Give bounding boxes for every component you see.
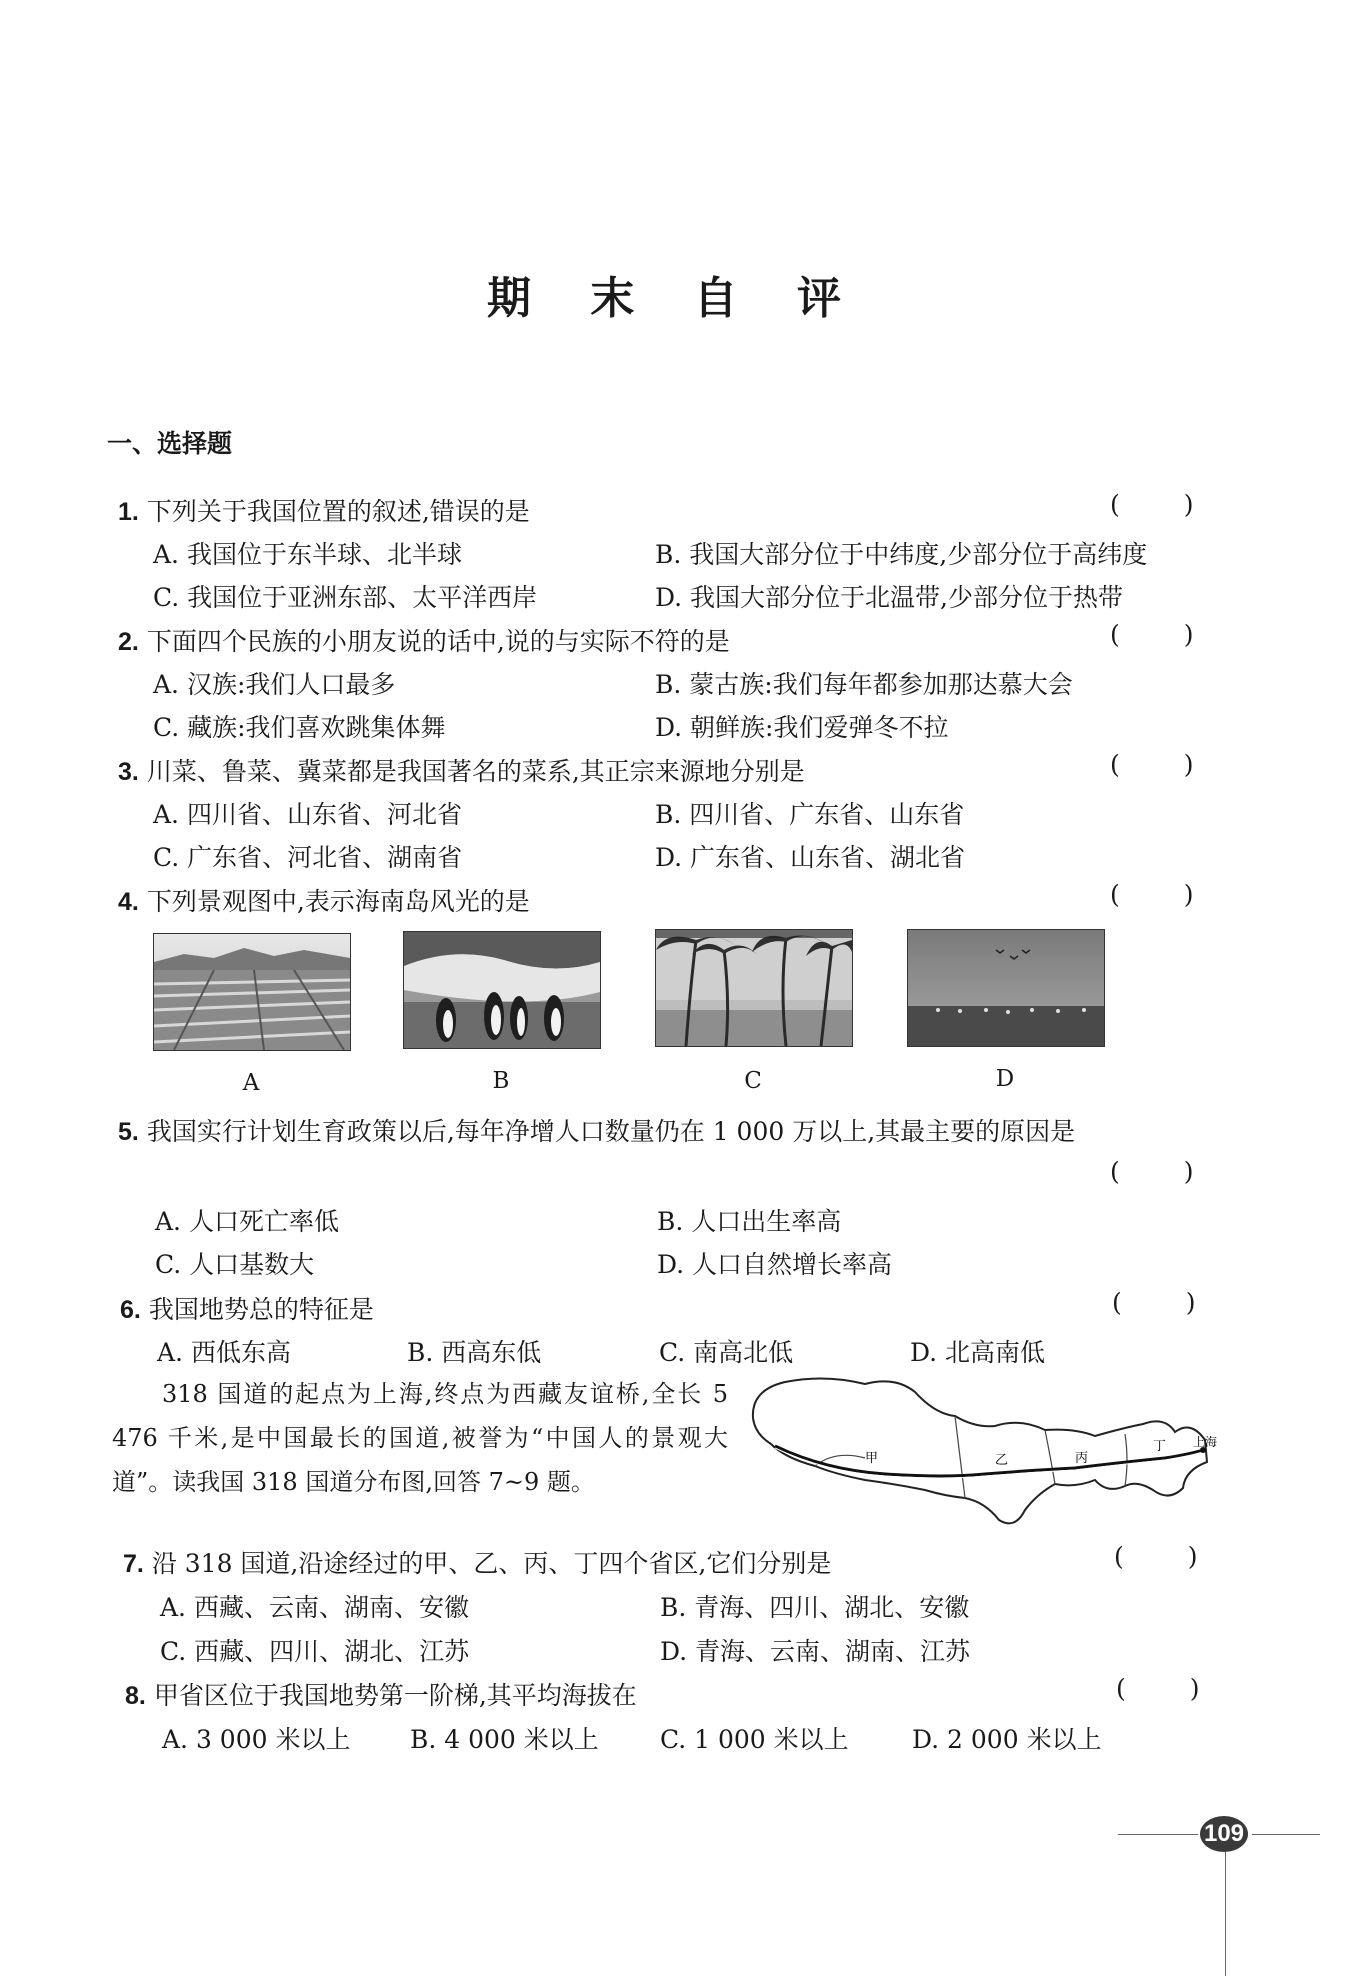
question-text: 下列关于我国位置的叙述,错误的是 [146,497,530,526]
option-d: D. 人口自然增长率高 [657,1250,893,1279]
option-a: A. 西低东高 [157,1338,291,1367]
answer-paren: ( ) [1110,880,1222,909]
photo-label-c: C [744,1068,762,1094]
page-title: 期 末 自 评 [487,273,863,324]
answer-paren: ( ) [1116,1674,1228,1703]
footer-line-right [1252,1834,1320,1835]
question-number: 1. [118,498,139,526]
option-c: C. 人口基数大 [155,1250,315,1279]
option-a: A. 我国位于东半球、北半球 [153,540,462,569]
question-text: 下列景观图中,表示海南岛风光的是 [146,887,530,916]
option-b: B. 人口出生率高 [657,1207,842,1236]
option-c: C. 1 000 米以上 [660,1725,849,1754]
photo-label-d: D [995,1066,1015,1092]
option-d: D. 青海、云南、湖南、江苏 [660,1637,971,1666]
map-label-jia: 甲 [865,1451,879,1466]
footer-line-left [1118,1834,1198,1835]
question-text: 沿 318 国道,沿途经过的甲、乙、丙、丁四个省区,它们分别是 [151,1549,832,1578]
page-number: 109 [1200,1816,1248,1852]
question-text: 下面四个民族的小朋友说的话中,说的与实际不符的是 [146,627,730,656]
question-6 [120,1290,374,1326]
question-number: 8. [125,1682,146,1710]
option-b: B. 青海、四川、湖北、安徽 [660,1593,970,1622]
answer-paren: ( ) [1110,490,1222,519]
answer-paren: ( ) [1112,1288,1224,1317]
option-a: A. 3 000 米以上 [162,1725,351,1754]
question-2 [118,622,730,658]
question-text: 我国实行计划生育政策以后,每年净增人口数量仍在 1 000 万以上,其最主要的原因是 [146,1117,1076,1146]
option-d: D. 朝鲜族:我们爱弹冬不拉 [655,713,949,742]
option-b: B. 我国大部分位于中纬度,少部分位于高纬度 [655,540,1148,569]
question-text: 我国地势总的特征是 [148,1295,374,1324]
option-c: C. 藏族:我们喜欢跳集体舞 [153,713,446,742]
question-number: 2. [118,628,139,656]
question-number: 4. [118,888,139,916]
photo-penguins [403,931,601,1049]
option-b: B. 西高东低 [407,1338,542,1367]
answer-paren: ( ) [1110,1157,1222,1186]
option-d: D. 我国大部分位于北温带,少部分位于热带 [655,583,1123,612]
question-number: 3. [118,758,139,786]
question-number: 5. [118,1118,139,1146]
option-a: A. 人口死亡率低 [155,1207,339,1236]
option-a: A. 汉族:我们人口最多 [153,670,396,699]
photo-label-b: B [492,1068,510,1094]
option-a: A. 四川省、山东省、河北省 [153,800,462,829]
route-318-map [745,1370,1225,1535]
option-d: D. 2 000 米以上 [912,1725,1102,1754]
answer-paren: ( ) [1110,620,1222,649]
option-d: D. 广东省、山东省、湖北省 [655,843,966,872]
footer-line-vertical [1225,1852,1226,1976]
question-number: 6. [120,1296,141,1324]
question-1 [118,492,530,528]
option-a: A. 西藏、云南、湖南、安徽 [160,1593,469,1622]
option-b: B. 四川省、广东省、山东省 [655,800,965,829]
section-heading: 一、选择题 [107,429,233,458]
question-8 [125,1676,637,1712]
option-c: C. 我国位于亚洲东部、太平洋西岸 [153,583,538,612]
intro-paragraph: 318 国道的起点为上海,终点为西藏友谊桥,全长 5 476 千米,是中国最长的国道,被誉为“中国人的景观大道”。读我国 318 国道分布图,回答 7~9 题。 [112,1380,728,1496]
option-d: D. 北高南低 [910,1338,1046,1367]
question-5 [118,1112,1075,1148]
question-text: 川菜、鲁菜、冀菜都是我国著名的菜系,其正宗来源地分别是 [146,757,805,786]
photo-wetland-birds [907,929,1105,1047]
map-label-ding: 丁 [1153,1439,1167,1454]
map-label-bing: 丙 [1075,1451,1089,1466]
answer-paren: ( ) [1114,1542,1226,1571]
photo-palm-beach [655,929,853,1047]
photo-rice-paddies [153,933,351,1051]
answer-paren: ( ) [1110,750,1222,779]
photo-label-a: A [242,1070,260,1096]
map-label-yi: 乙 [995,1453,1009,1468]
question-text: 甲省区位于我国地势第一阶梯,其平均海拔在 [153,1681,637,1710]
question-number: 7. [123,1550,144,1578]
option-c: C. 南高北低 [659,1338,794,1367]
question-7 [123,1544,831,1580]
option-b: B. 蒙古族:我们每年都参加那达慕大会 [655,670,1073,699]
option-c: C. 西藏、四川、湖北、江苏 [160,1637,470,1666]
question-4 [118,882,530,918]
option-b: B. 4 000 米以上 [410,1725,599,1754]
map-label-shanghai: 上海 [1193,1435,1218,1449]
option-c: C. 广东省、河北省、湖南省 [153,843,463,872]
question-3 [118,752,805,788]
